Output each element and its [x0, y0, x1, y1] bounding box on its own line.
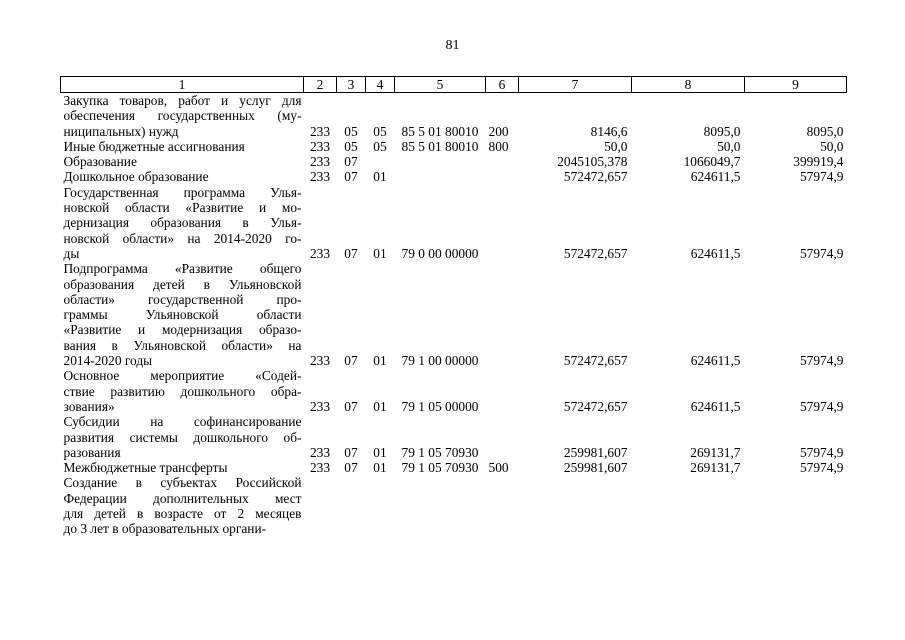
- cell-amount-col7: 572472,657: [563, 398, 628, 414]
- cell-section: 07: [344, 444, 358, 460]
- table-row: [61, 368, 847, 414]
- header-cell: 9: [745, 77, 847, 93]
- cell-amount-col9: 50,0: [820, 138, 844, 154]
- row-name-line: вания в Ульяновской области» на: [63, 337, 302, 353]
- row-name-line: Основное мероприятие «Содей-: [63, 368, 302, 384]
- cell-amount-col7: 572472,657: [563, 353, 628, 369]
- header-cell: 1: [61, 77, 304, 93]
- row-name-line: до 3 лет в образовательных органи-: [63, 521, 267, 537]
- table-row: [61, 414, 847, 460]
- cell-target-article: 85 5 01 80010: [401, 123, 479, 139]
- row-name: [61, 414, 304, 460]
- row-name-line: ствие развитию дошкольного обра-: [63, 383, 302, 399]
- cell-expense-type: [486, 261, 519, 368]
- header-cell: 8: [632, 77, 745, 93]
- row-name-line: «Развитие и модернизация образо-: [63, 322, 302, 338]
- cell-amount-col7: [519, 475, 632, 536]
- cell-amount-col7: 50,0: [604, 138, 628, 154]
- cell-amount-col7: 2045105,378: [557, 154, 628, 170]
- cell-amount-col9: 399919,4: [793, 154, 844, 170]
- cell-subsection: 01: [373, 353, 387, 369]
- row-name: [61, 460, 304, 475]
- row-name-line: граммы Ульяновской области: [63, 307, 302, 323]
- cell-subsection: 05: [373, 138, 387, 154]
- cell-section: [337, 475, 366, 536]
- cell-grbs: 233: [309, 138, 331, 154]
- cell-subsection: 05: [373, 123, 387, 139]
- row-name-line: Создание в субъектах Российской: [63, 475, 302, 491]
- page-number: 81: [445, 38, 460, 53]
- table-header-row: [61, 77, 847, 93]
- cell-grbs: 233: [309, 460, 331, 476]
- row-name-line: Субсидии на софинансирование: [63, 414, 302, 430]
- row-name: [61, 475, 304, 536]
- cell-expense-type: 500: [488, 460, 509, 476]
- cell-section: 07: [344, 169, 358, 185]
- header-cell: 5: [395, 77, 486, 93]
- row-name-line: для детей в возрасте от 2 месяцев: [63, 506, 302, 522]
- cell-expense-type: [486, 368, 519, 414]
- cell-subsection: 01: [373, 444, 387, 460]
- row-name-line: Подпрограмма «Развитие общего: [63, 261, 302, 277]
- table-row: [61, 93, 847, 139]
- row-name: [61, 185, 304, 261]
- row-name-line: Федерации дополнительных мест: [63, 490, 302, 506]
- cell-grbs: 233: [309, 245, 331, 261]
- table-row: [61, 460, 847, 475]
- cell-amount-col9: 8095,0: [806, 123, 844, 139]
- cell-grbs: 233: [309, 444, 331, 460]
- cell-target-article: 79 1 00 00000: [401, 353, 479, 369]
- cell-amount-col9: 57974,9: [799, 444, 844, 460]
- cell-subsection: [366, 154, 395, 169]
- cell-section: 07: [344, 154, 358, 170]
- row-name-line: дернизация образования в Улья-: [63, 215, 302, 231]
- row-name-line: ниципальных) нужд: [63, 123, 179, 139]
- cell-grbs: 233: [309, 398, 331, 414]
- row-name-line: разования: [63, 444, 121, 460]
- cell-subsection: 01: [373, 169, 387, 185]
- cell-amount-col8: 1066049,7: [683, 154, 741, 170]
- budget-table: [60, 76, 847, 537]
- table-row: [61, 261, 847, 368]
- cell-amount-col7: 8146,6: [590, 123, 628, 139]
- cell-amount-col8: 624611,5: [690, 245, 741, 261]
- cell-amount-col8: 8095,0: [703, 123, 741, 139]
- cell-target-article: 79 1 05 70930: [401, 444, 479, 460]
- cell-amount-col9: 57974,9: [799, 353, 844, 369]
- cell-amount-col8: 624611,5: [690, 398, 741, 414]
- table-body: [61, 93, 847, 537]
- row-name-line: новской области» на 2014-2020 го-: [63, 230, 302, 246]
- cell-amount-col8: 624611,5: [690, 353, 741, 369]
- row-name: [61, 261, 304, 368]
- header-cell: 4: [366, 77, 395, 93]
- cell-expense-type: [486, 154, 519, 169]
- cell-expense-type: [486, 185, 519, 261]
- row-name: [61, 368, 304, 414]
- row-name-line: зования»: [63, 398, 115, 414]
- cell-amount-col7: 572472,657: [563, 169, 628, 185]
- table-row: [61, 185, 847, 261]
- cell-expense-type: 800: [488, 138, 509, 154]
- cell-amount-col7: 259981,607: [563, 444, 628, 460]
- cell-amount-col8: 269131,7: [690, 444, 741, 460]
- cell-subsection: 01: [373, 245, 387, 261]
- cell-target-article: [395, 475, 486, 536]
- cell-expense-type: [486, 475, 519, 536]
- cell-target-article: 79 1 05 00000: [401, 398, 479, 414]
- cell-subsection: [366, 475, 395, 536]
- row-name: [61, 139, 304, 154]
- cell-target-article: 85 5 01 80010: [401, 138, 479, 154]
- cell-section: 05: [344, 123, 358, 139]
- row-name-line: 2014-2020 годы: [63, 353, 153, 369]
- row-name-line: области» государственной про-: [63, 291, 302, 307]
- cell-target-article: [395, 169, 486, 184]
- row-name-line: образования детей в Ульяновской: [63, 276, 302, 292]
- table-row: [61, 169, 847, 184]
- cell-target-article: [395, 154, 486, 169]
- cell-amount-col9: 57974,9: [799, 460, 844, 476]
- cell-amount-col8: 50,0: [717, 138, 741, 154]
- cell-subsection: 01: [373, 398, 387, 414]
- cell-subsection: 01: [373, 460, 387, 476]
- cell-target-article: 79 0 00 00000: [401, 245, 479, 261]
- header-cell: 6: [486, 77, 519, 93]
- header-cell: 7: [519, 77, 632, 93]
- row-name: [61, 154, 304, 169]
- header-cell: 3: [337, 77, 366, 93]
- cell-target-article: 79 1 05 70930: [401, 460, 479, 476]
- cell-section: 07: [344, 460, 358, 476]
- cell-amount-col8: 269131,7: [690, 460, 741, 476]
- cell-amount-col9: 57974,9: [799, 398, 844, 414]
- row-name-line: развития системы дошкольного об-: [63, 429, 302, 445]
- cell-section: 07: [344, 353, 358, 369]
- row-name: [61, 93, 304, 139]
- row-name-line: ды: [63, 245, 80, 261]
- cell-section: 07: [344, 398, 358, 414]
- cell-grbs: 233: [309, 169, 331, 185]
- cell-grbs: 233: [309, 154, 331, 170]
- cell-amount-col8: [632, 475, 745, 536]
- row-name-line: Образование: [63, 154, 137, 170]
- cell-grbs: [304, 475, 337, 536]
- row-name-line: Иные бюджетные ассигнования: [63, 138, 245, 154]
- cell-amount-col9: [745, 475, 847, 536]
- row-name-line: Государственная программа Улья-: [63, 184, 302, 200]
- cell-grbs: 233: [309, 353, 331, 369]
- cell-section: 07: [344, 245, 358, 261]
- cell-section: 05: [344, 138, 358, 154]
- cell-grbs: 233: [309, 123, 331, 139]
- table-row: [61, 475, 847, 536]
- row-name-line: Межбюджетные трансферты: [63, 460, 228, 476]
- cell-expense-type: [486, 169, 519, 184]
- cell-amount-col7: 259981,607: [563, 460, 628, 476]
- table-row: [61, 154, 847, 169]
- row-name: [61, 169, 304, 184]
- row-name-line: Дошкольное образование: [63, 169, 209, 185]
- cell-amount-col7: 572472,657: [563, 245, 628, 261]
- cell-amount-col8: 624611,5: [690, 169, 741, 185]
- header-cell: 2: [304, 77, 337, 93]
- cell-expense-type: [486, 414, 519, 460]
- table-row: [61, 139, 847, 154]
- cell-amount-col9: 57974,9: [799, 245, 844, 261]
- row-name-line: новской области «Развитие и мо-: [63, 200, 302, 216]
- row-name-line: Закупка товаров, работ и услуг для: [63, 93, 302, 108]
- cell-expense-type: 200: [488, 123, 509, 139]
- row-name-line: обеспечения государственных (му-: [63, 108, 302, 124]
- cell-amount-col9: 57974,9: [799, 169, 844, 185]
